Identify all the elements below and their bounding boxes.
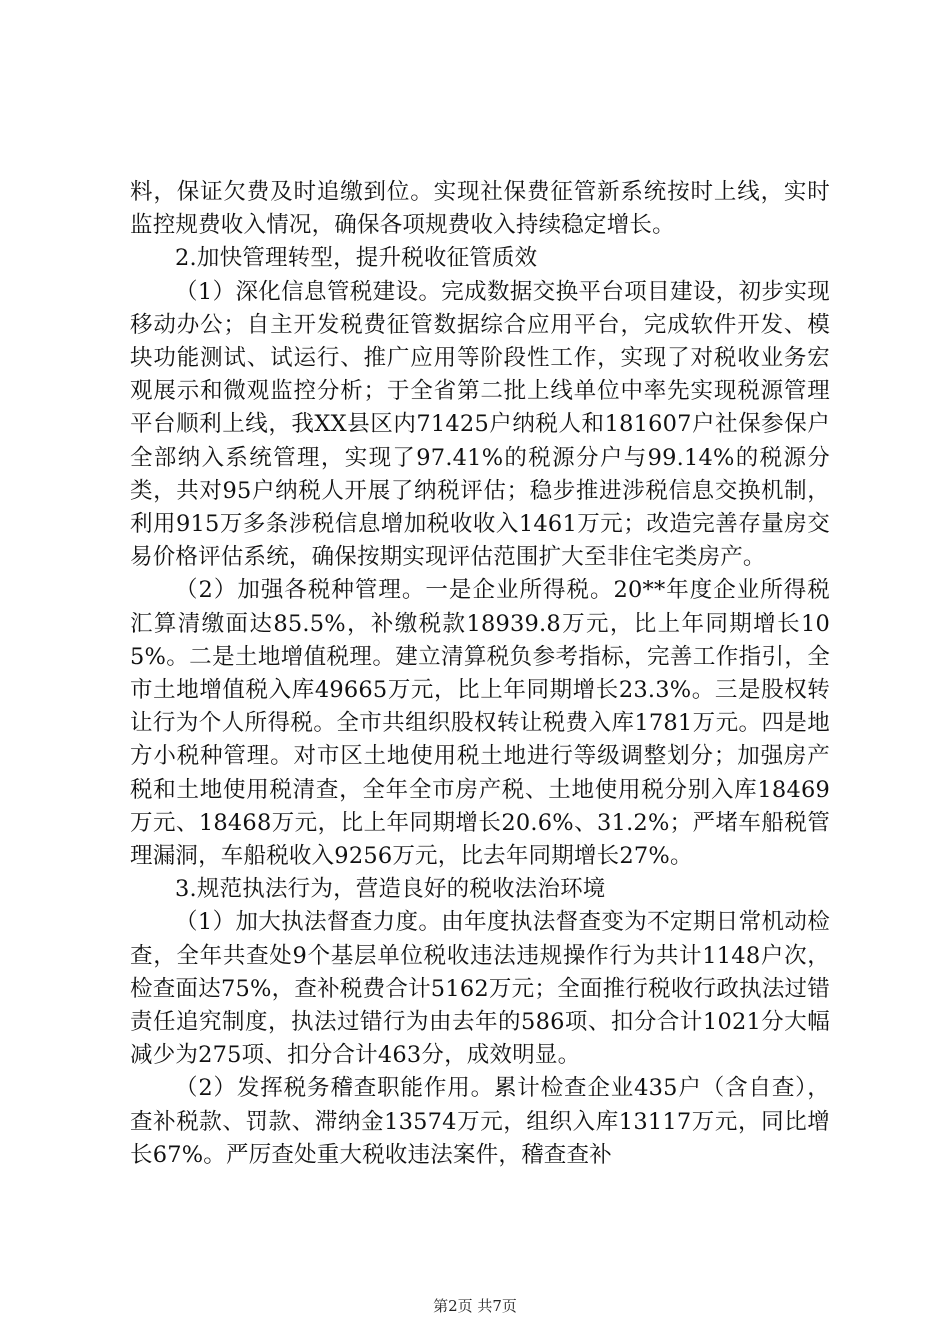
paragraph: 2.加快管理转型，提升税收征管质效 xyxy=(175,245,538,272)
paragraph: 料，保证欠费及时追缴到位。实现社保费征管新系统按时上线，实时监控规费收入情况，确保各项规费收入持续稳定增长。 xyxy=(130,179,830,239)
paragraph: （1）深化信息管税建设。完成数据交换平台项目建设，初步实现移动办公；自主开发税费征管数据综合应用平台，完成软件开发、模块功能测试、试运行、推广应用等阶段性工作，实现了对税收业务宏观展示和微观监控分析；于全省第二批上线单位中率先实现税源管理平台顺利上线，我XX县区内71425户纳税人和181607户社保参保户全部纳入系统管理，实现了97.41%的税源分户与99.14%的税源分类，共对95户纳税人开展了纳税评估；稳步推进涉税信息交换机制，利用915万多条涉税信息增加税收收入1461万元；改造完善存量房交易价格评估系统，确保按期实现评估范围扩大至非住宅类房产。 xyxy=(130,278,830,571)
paragraph: （1）加大执法督查力度。由年度执法督查变为不定期日常机动检查，全年共查处9个基层单位税收违法违规操作行为共计1148户次，检查面达75%，查补税费合计5162万元；全面推行税收行政执法过错责任追究制度，执法过错行为由去年的586项、扣分合计1021分大幅减少为275项、扣分合计463分，成效明显。 xyxy=(130,909,830,1069)
page-footer: 第2页 共7页 xyxy=(433,1297,517,1315)
document-body xyxy=(130,176,830,1172)
paragraph: （2）发挥税务稽查职能作用。累计检查企业435户（含自查），查补税款、罚款、滞纳金13574万元，组织入库13117万元，同比增长67%。严厉查处重大税收违法案件，稽查查补 xyxy=(130,1075,830,1168)
paragraph: 3.规范执法行为，营造良好的税收法治环境 xyxy=(175,876,606,903)
paragraph: （2）加强各税种管理。一是企业所得税。20**年度企业所得税汇算清缴面达85.5%，补缴税款18939.8万元，比上年同期增长105%。二是土地增值税理。建立清算税负参考指标，完善工作指引，全市土地增值税入库49665万元，比上年同期增长23.3%。三是股权转让行为个人所得税。全市共组织股权转让税费入库1781万元。四是地方小税种管理。对市区土地使用税土地进行等级调整划分；加强房产税和土地使用税清查，全年全市房产税、土地使用税分别入库18469万元、18468万元，比上年同期增长20.6%、31.2%；严堵车船税管理漏洞，车船税收入9256万元，比去年同期增长27%。 xyxy=(130,577,830,870)
